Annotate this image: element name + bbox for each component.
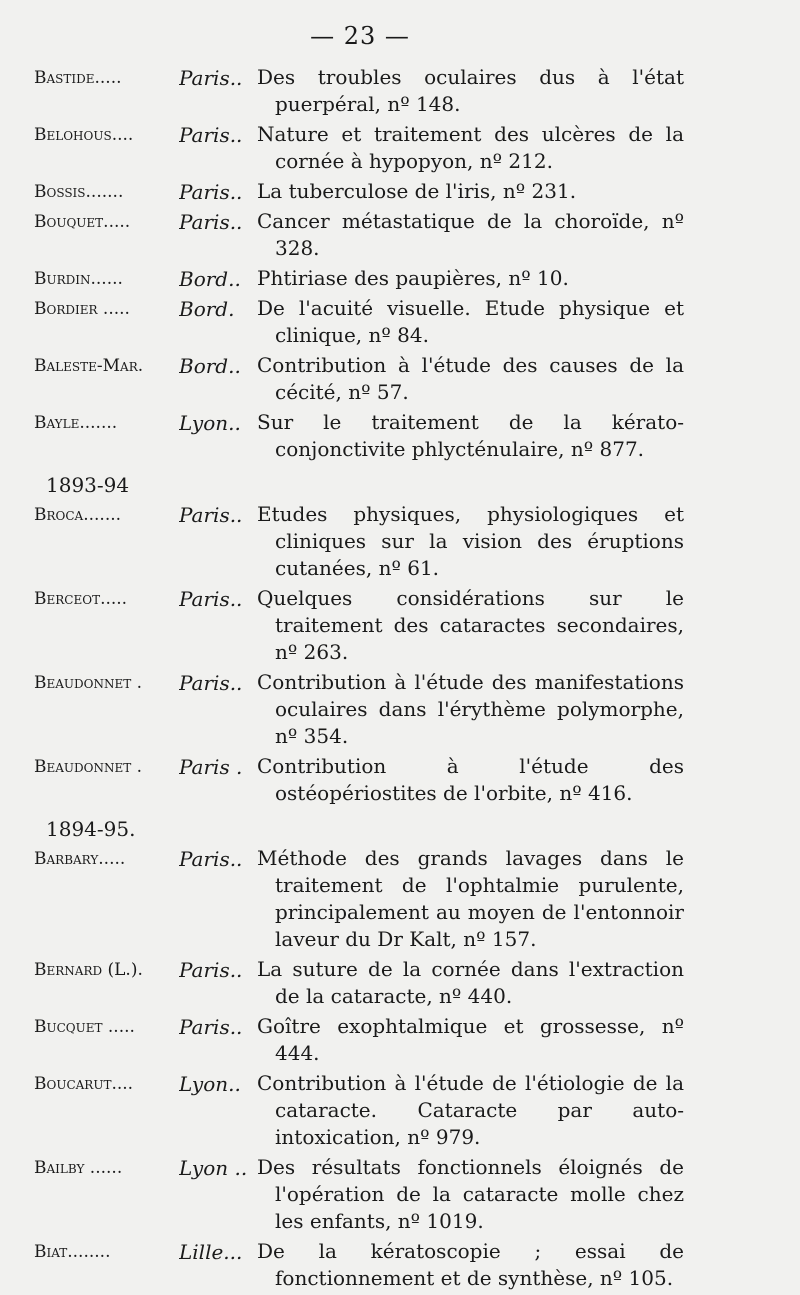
- thesis-entry: [34, 1238, 684, 1295]
- thesis-list: [34, 64, 684, 1295]
- thesis-entry: [34, 845, 684, 956]
- entry-author: Boucarut....: [34, 1074, 134, 1094]
- entry-author: Bastide.....: [34, 68, 122, 88]
- entry-title: Quelques considérations sur le traitement des cataractes secondaires, nº 263.: [257, 586, 684, 664]
- page-number: — 23 —: [310, 22, 410, 50]
- entry-city: Lyon..: [179, 1072, 241, 1096]
- entry-city: Lyon ..: [179, 1156, 248, 1180]
- entry-title: Etudes physiques, physiologiques et cliniques sur la vision des éruptions cutanées, nº 61.: [257, 502, 684, 580]
- entry-author: Bernard (L.).: [34, 960, 143, 980]
- entry-author: Baleste-Mar.: [34, 356, 144, 376]
- entry-title: De l'acuité visuelle. Etude physique et clinique, nº 84.: [257, 296, 684, 347]
- entry-title: Sur le traitement de la kérato-conjonctivite phlycténulaire, nº 877.: [257, 410, 684, 461]
- entry-author: Beaudonnet .: [34, 757, 143, 777]
- thesis-entry: [34, 178, 684, 208]
- entry-city: Paris..: [179, 180, 243, 204]
- thesis-entry: [34, 1154, 684, 1238]
- entry-author: Bucquet .....: [34, 1017, 135, 1037]
- entry-author: Bouquet.....: [34, 212, 131, 232]
- year-heading: 1893-94: [46, 473, 130, 497]
- entry-title: Contribution à l'étude des manifestations oculaires dans l'érythème polymorphe, nº 354.: [257, 670, 684, 748]
- entry-author: Barbary.....: [34, 849, 126, 869]
- entry-title: Nature et traitement des ulcères de la cornée à hypopyon, nº 212.: [257, 122, 684, 173]
- thesis-entry: [34, 352, 684, 409]
- entry-city: Bord..: [179, 267, 241, 291]
- thesis-entry: [34, 585, 684, 669]
- entry-city: Paris..: [179, 1015, 243, 1039]
- thesis-entry: [34, 295, 684, 352]
- entry-title: La suture de la cornée dans l'extraction de la cataracte, nº 440.: [257, 957, 684, 1008]
- entry-title: La tuberculose de l'iris, nº 231.: [257, 179, 577, 203]
- thesis-entry: [34, 208, 684, 265]
- entry-city: Lille...: [179, 1240, 243, 1264]
- entry-city: Paris..: [179, 671, 243, 695]
- thesis-entry: [34, 501, 684, 585]
- entry-title: Contribution à l'étude de l'étiologie de la cataracte. Cataracte par auto-intoxication, nº 979.: [257, 1071, 684, 1149]
- entry-author: Biat........: [34, 1242, 111, 1262]
- entry-author: Berceot.....: [34, 589, 128, 609]
- entry-city: Paris..: [179, 847, 243, 871]
- thesis-entry: [34, 64, 684, 121]
- entry-city: Lyon..: [179, 411, 241, 435]
- entry-city: Paris..: [179, 587, 243, 611]
- entry-title: Méthode des grands lavages dans le traitement de l'ophtalmie purulente, principalement au moyen de l'entonnoir laveur du Dr Kalt, nº 157.: [257, 846, 684, 951]
- entry-author: Bailby ......: [34, 1158, 123, 1178]
- entry-title: Phtiriase des paupières, nº 10.: [257, 266, 569, 290]
- entry-author: Broca.......: [34, 505, 122, 525]
- thesis-entry: [34, 265, 684, 295]
- entry-city: Bord..: [179, 354, 241, 378]
- entry-city: Paris..: [179, 503, 243, 527]
- thesis-entry: [34, 956, 684, 1013]
- entry-city: Bord.: [179, 297, 235, 321]
- entry-author: Bossis.......: [34, 182, 124, 202]
- entry-title: Goître exophtalmique et grossesse, nº 444.: [257, 1014, 684, 1065]
- entry-city: Paris..: [179, 123, 243, 147]
- entry-city: Paris .: [179, 755, 243, 779]
- entry-city: Paris..: [179, 958, 243, 982]
- entry-author: Bordier .....: [34, 299, 130, 319]
- entry-city: Paris..: [179, 210, 243, 234]
- entry-title: Contribution à l'étude des ostéopériostites de l'orbite, nº 416.: [257, 754, 684, 805]
- entry-author: Burdin......: [34, 269, 123, 289]
- thesis-entry: [34, 753, 684, 810]
- entry-title: Des troubles oculaires dus à l'état puerpéral, nº 148.: [257, 65, 684, 116]
- entry-title: Des résultats fonctionnels éloignés de l'opération de la cataracte molle chez les enfants, nº 1019.: [257, 1155, 684, 1233]
- year-heading: 1894-95.: [46, 817, 136, 841]
- thesis-entry: [34, 121, 684, 178]
- entry-title: De la kératoscopie ; essai de fonctionnement et de synthèse, nº 105.: [257, 1239, 684, 1290]
- thesis-entry: [34, 669, 684, 753]
- entry-author: Belohous....: [34, 125, 134, 145]
- thesis-entry: [34, 1070, 684, 1154]
- entry-author: Bayle.......: [34, 413, 118, 433]
- thesis-entry: [34, 1013, 684, 1070]
- entry-city: Paris..: [179, 66, 243, 90]
- entry-author: Beaudonnet .: [34, 673, 143, 693]
- entry-title: Cancer métastatique de la choroïde, nº 328.: [257, 209, 684, 260]
- entry-title: Contribution à l'étude des causes de la cécité, nº 57.: [257, 353, 684, 404]
- thesis-entry: [34, 409, 684, 466]
